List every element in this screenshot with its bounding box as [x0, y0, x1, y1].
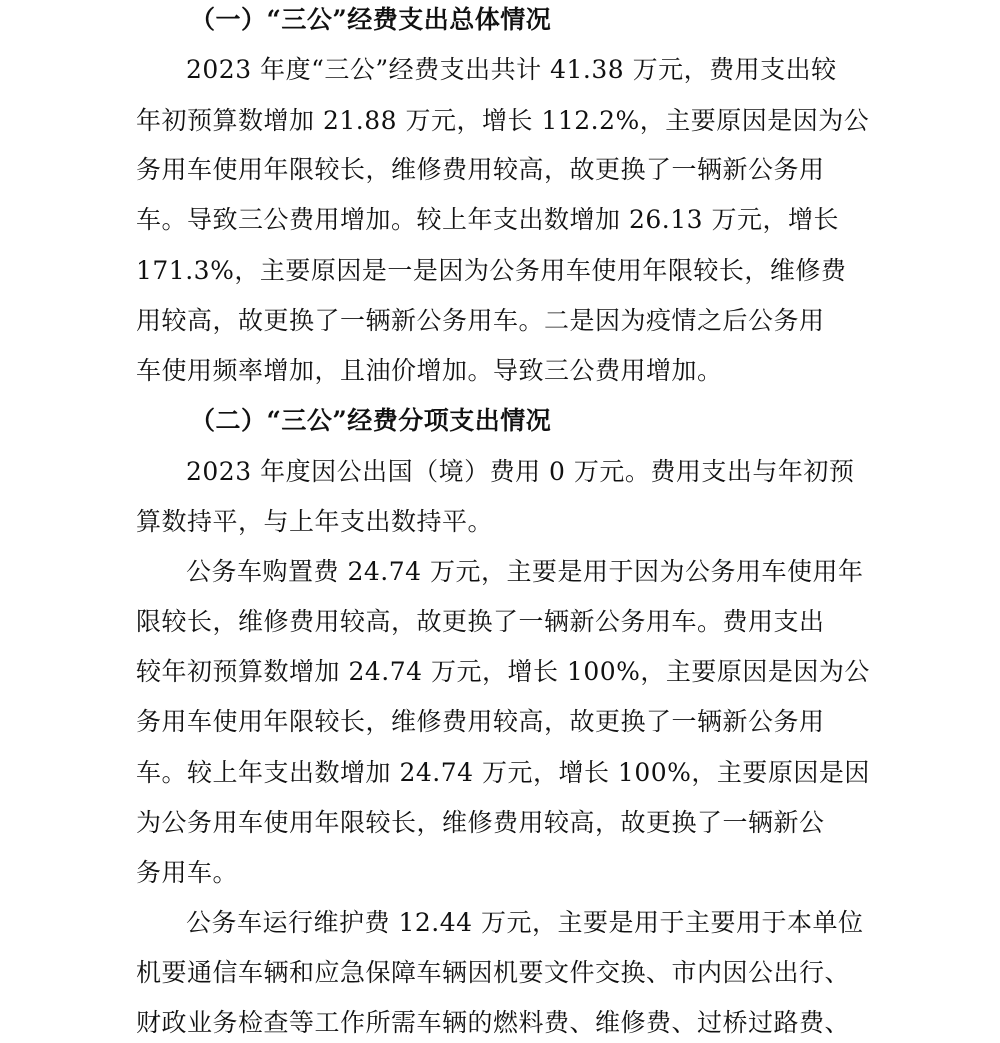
paragraph-line: 公务车运行维护费 12.44 万元，主要是用于主要用于本单位: [186, 908, 864, 937]
paragraph-line: 171.3%，主要原因是一是因为公务用车使用年限较长，维修费: [136, 256, 847, 285]
paragraph-line: 车。较上年支出数增加 24.74 万元，增长 100%，主要原因是因: [136, 758, 870, 787]
paragraph-line: 限较长，维修费用较高，故更换了一辆新公务用车。费用支出: [136, 607, 825, 636]
section2-heading: （二）“三公”经费分项支出情况: [190, 406, 552, 435]
paragraph-line: 务用车使用年限较长，维修费用较高，故更换了一辆新公务用: [136, 707, 825, 736]
paragraph-line: 车。导致三公费用增加。较上年支出数增加 26.13 万元，增长: [136, 205, 839, 234]
paragraph-line: 较年初预算数增加 24.74 万元，增长 100%，主要原因是因为公: [136, 657, 870, 686]
paragraph-line: 年初预算数增加 21.88 万元，增长 112.2%，主要原因是因为公: [136, 106, 870, 135]
paragraph-line: 用较高，故更换了一辆新公务用车。二是因为疫情之后公务用: [136, 306, 825, 335]
section1-heading: （一）“三公”经费支出总体情况: [190, 5, 552, 34]
paragraph-line: 公务车购置费 24.74 万元，主要是用于因为公务用车使用年: [186, 557, 864, 586]
paragraph-line: 机要通信车辆和应急保障车辆因机要文件交换、市内因公出行、: [136, 958, 851, 987]
paragraph-line: 财政业务检查等工作所需车辆的燃料费、维修费、过桥过路费、: [136, 1008, 851, 1037]
paragraph-line: 算数持平，与上年支出数持平。: [136, 507, 494, 536]
paragraph-line: 2023 年度“三公”经费支出共计 41.38 万元，费用支出较: [186, 55, 837, 84]
paragraph-line: 务用车。: [136, 858, 239, 887]
paragraph-line: 为公务用车使用年限较长，维修费用较高，故更换了一辆新公: [136, 808, 825, 837]
paragraph-line: 务用车使用年限较长，维修费用较高，故更换了一辆新公务用: [136, 155, 825, 184]
paragraph-line: 2023 年度因公出国（境）费用 0 万元。费用支出与年初预: [186, 457, 855, 486]
paragraph-line: 车使用频率增加，且油价增加。导致三公费用增加。: [136, 356, 723, 385]
